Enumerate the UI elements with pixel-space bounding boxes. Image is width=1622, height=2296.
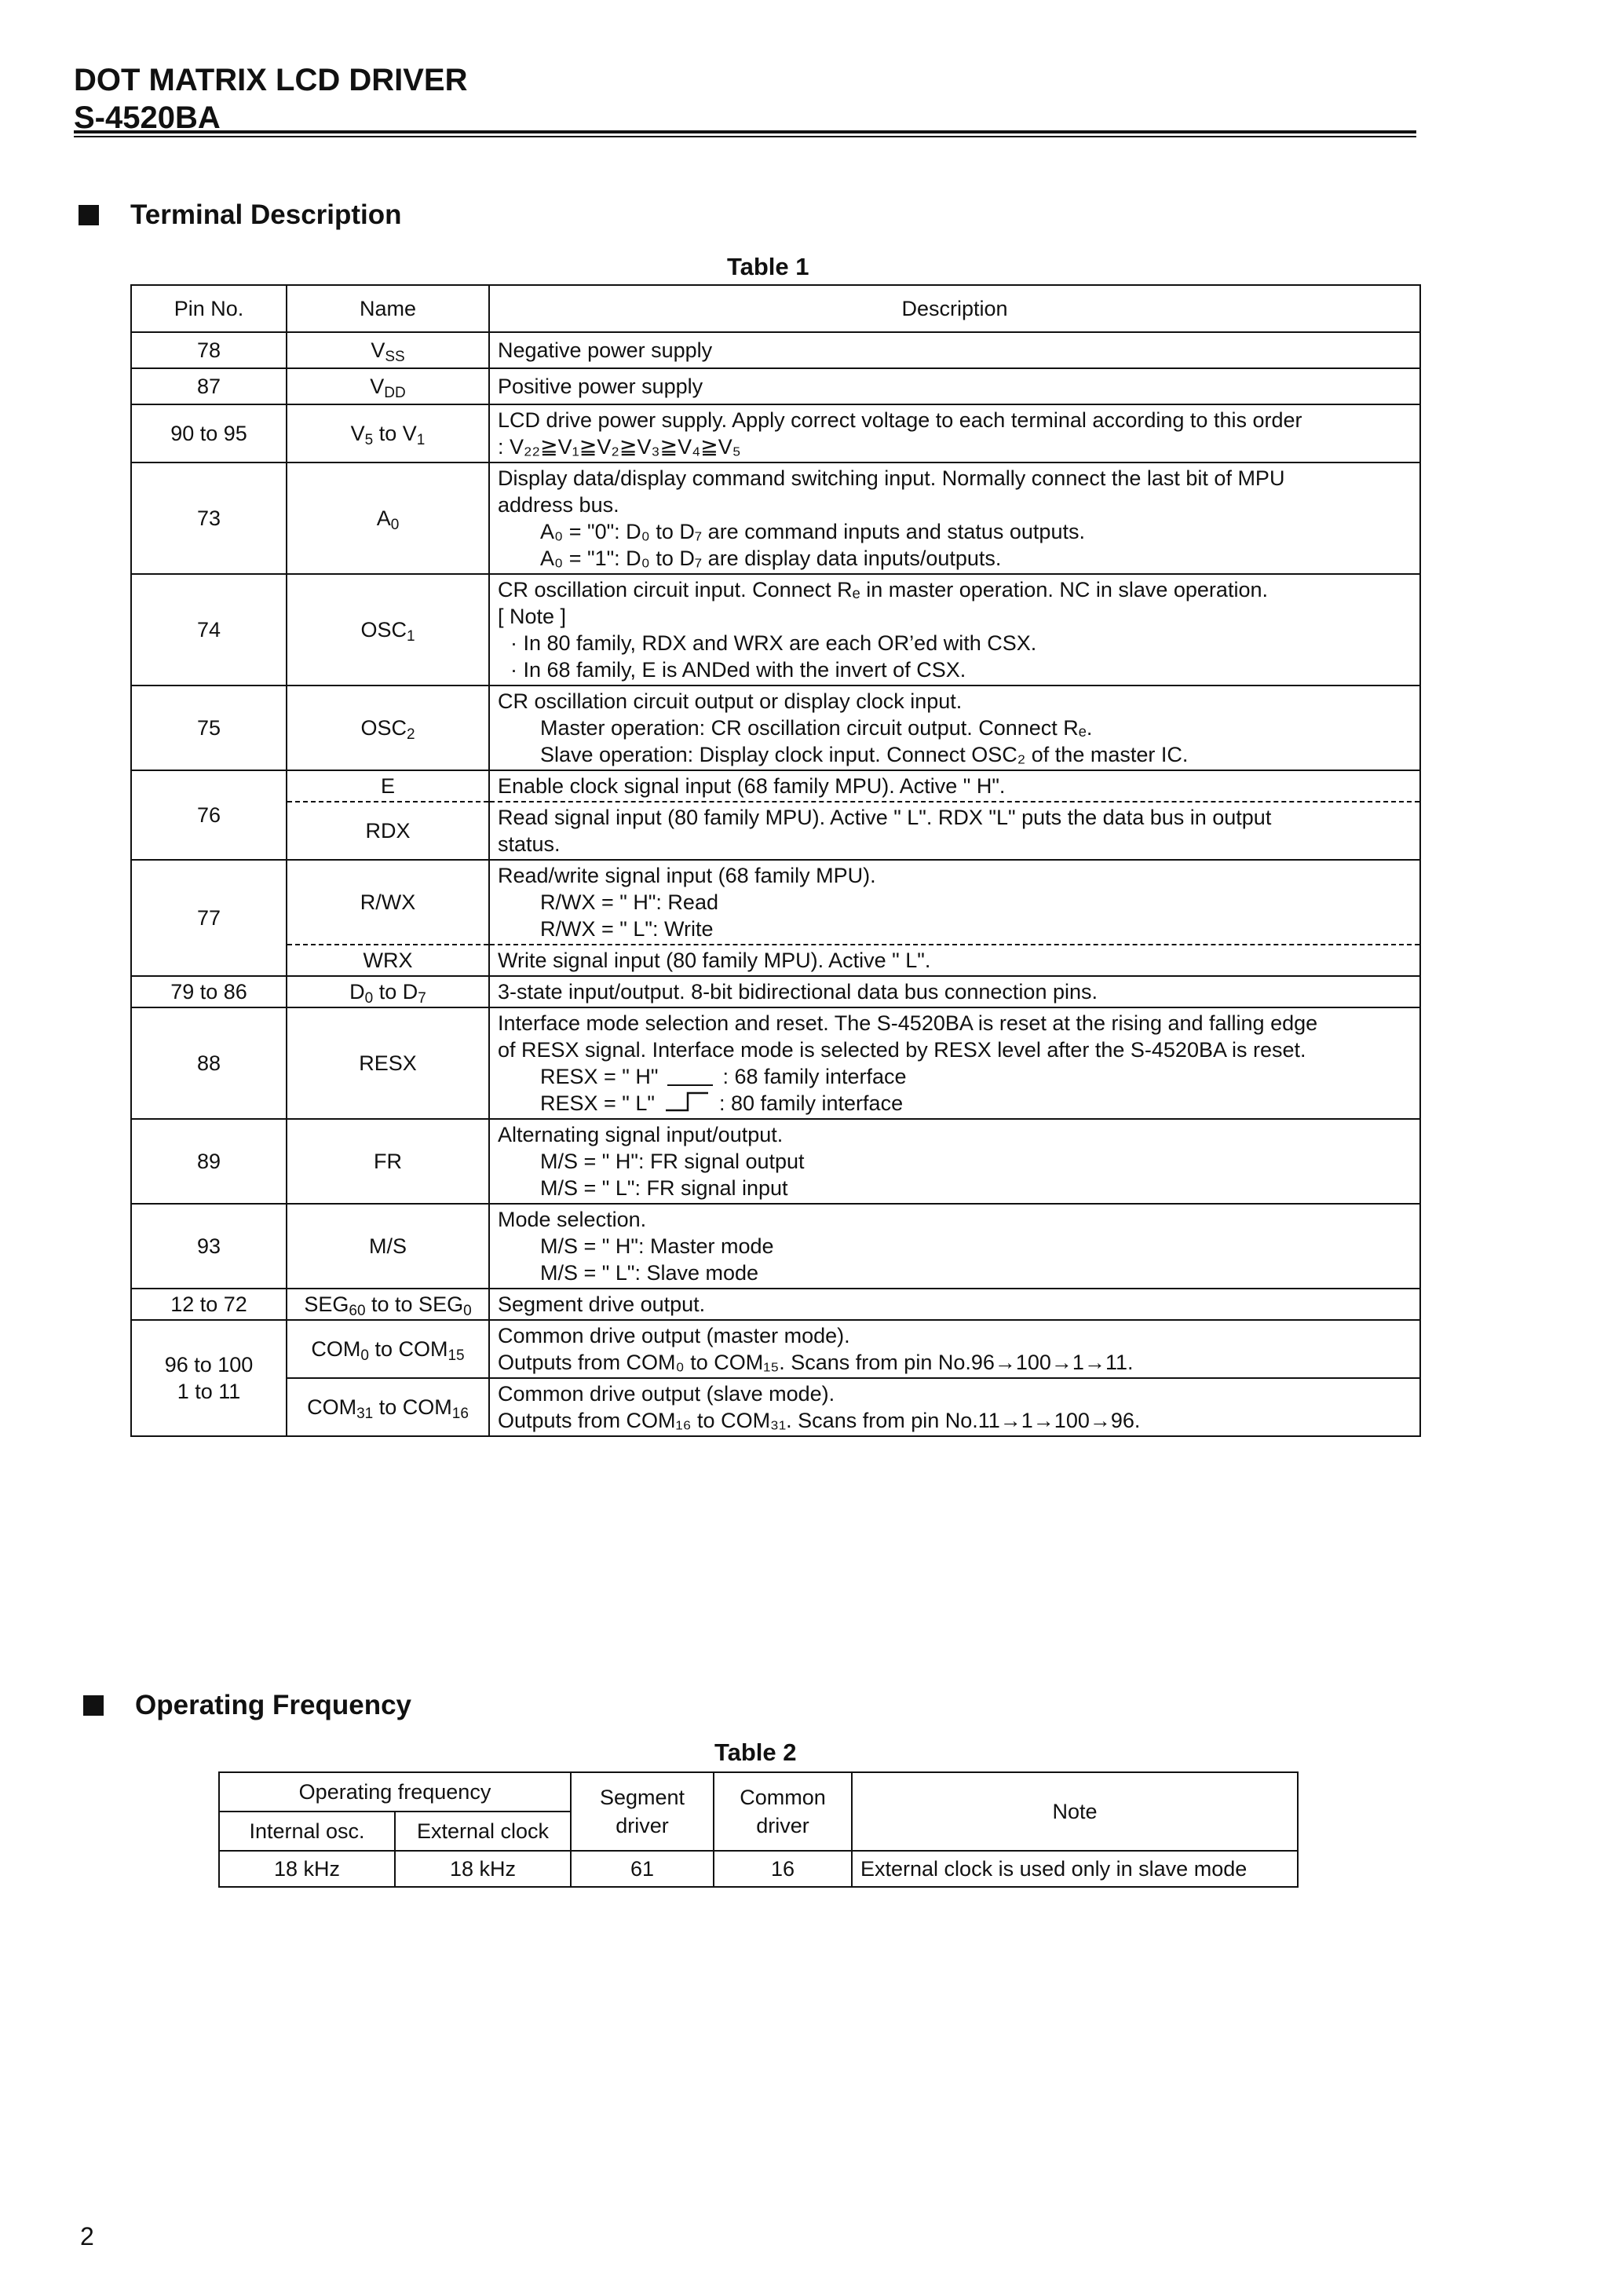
page-number: 2 xyxy=(80,2222,94,2250)
name-cell: RDX xyxy=(287,802,489,860)
description-line xyxy=(498,1063,1412,1090)
pin-cell: 12 to 72 xyxy=(131,1289,287,1320)
description-line: Mode selection. xyxy=(498,1208,647,1231)
header-internal-osc: Internal osc. xyxy=(219,1812,395,1851)
description-line: of RESX signal. Interface mode is selected by RESX level after the S-4520BA is reset. xyxy=(498,1038,1306,1062)
name-text: COM xyxy=(311,1337,361,1361)
table-row xyxy=(131,1119,1420,1204)
table-row xyxy=(131,574,1420,686)
description-cell xyxy=(489,462,1420,574)
name-cell: E xyxy=(287,770,489,802)
description-line: · In 68 family, E is ANDed with the invert of CSX. xyxy=(510,658,966,682)
name-cell xyxy=(287,404,489,462)
name-text: V xyxy=(370,375,385,398)
operating-frequency-heading xyxy=(83,1690,411,1721)
table-row xyxy=(131,1204,1420,1289)
description-cell xyxy=(489,574,1420,686)
note-cell: External clock is used only in slave mode xyxy=(852,1851,1298,1887)
name-cell: R/WX xyxy=(287,860,489,945)
description-line: Outputs from COM₁₆ to COM₃₁. Scans from pin No.11→1→100→96. xyxy=(498,1409,1141,1432)
name-cell xyxy=(287,1320,489,1378)
table-row xyxy=(131,860,1420,945)
table-row xyxy=(131,332,1420,368)
header-segment-driver: Segment driver xyxy=(571,1772,714,1851)
name-text: OSC xyxy=(360,716,407,740)
header-rule xyxy=(74,130,1416,137)
description-line: Common drive output (slave mode). xyxy=(498,1382,835,1406)
edge-waveform-icon xyxy=(664,1090,710,1113)
table-row xyxy=(131,1378,1420,1436)
table-row xyxy=(131,976,1420,1007)
description-line: M/S = " L": FR signal input xyxy=(540,1176,788,1200)
rising-edge-icon xyxy=(667,1069,713,1086)
name-sub: 7 xyxy=(418,990,426,1007)
pin-cell: 74 xyxy=(131,574,287,686)
terminal-description-heading xyxy=(79,199,402,231)
pin-cell: 76 xyxy=(131,770,287,860)
table-row xyxy=(131,802,1420,860)
pin-cell: 75 xyxy=(131,686,287,770)
header-external-clock: External clock xyxy=(395,1812,571,1851)
name-sub: 1 xyxy=(406,628,415,645)
name-text: COM xyxy=(307,1395,357,1419)
name-text: to D xyxy=(373,980,418,1004)
description-line: · In 80 family, RDX and WRX are each OR’ed with CSX. xyxy=(510,631,1037,655)
table1-caption: Table 1 xyxy=(727,253,809,280)
pin-cell: 77 xyxy=(131,860,287,976)
name-sub: 16 xyxy=(451,1406,469,1422)
name-cell: FR xyxy=(287,1119,489,1204)
section-title: Operating Frequency xyxy=(135,1690,412,1720)
resx-level: RESX = " H" xyxy=(540,1065,659,1088)
name-cell: RESX xyxy=(287,1007,489,1119)
table-row xyxy=(131,1320,1420,1378)
name-cell: M/S xyxy=(287,1204,489,1289)
header-description: Description xyxy=(489,285,1420,332)
resx-mode: : 80 family interface xyxy=(718,1091,904,1115)
description-cell: 3-state input/output. 8-bit bidirectional data bus connection pins. xyxy=(489,976,1420,1007)
description-line: Display data/display command switching input. Normally connect the last bit of MPU xyxy=(498,466,1285,490)
description-line: Outputs from COM₀ to COM₁₅. Scans from pin No.96→100→1→11. xyxy=(498,1351,1134,1374)
pin-cell: 93 xyxy=(131,1204,287,1289)
name-text: to to SEG xyxy=(365,1292,464,1316)
header-common-driver: Common driver xyxy=(714,1772,852,1851)
name-text: OSC xyxy=(360,618,407,642)
description-line: status. xyxy=(498,832,561,856)
name-sub: 0 xyxy=(390,517,400,533)
description-cell xyxy=(489,1378,1420,1436)
table-row xyxy=(131,686,1420,770)
segment-driver-cell: 61 xyxy=(571,1851,714,1887)
description-cell: Segment drive output. xyxy=(489,1289,1420,1320)
table2-caption: Table 2 xyxy=(714,1738,797,1766)
external-clock-cell: 18 kHz xyxy=(395,1851,571,1887)
common-driver-cell: 16 xyxy=(714,1851,852,1887)
terminal-table xyxy=(130,284,1421,1437)
name-sub: 0 xyxy=(463,1303,472,1319)
description-line: Interface mode selection and reset. The S-4520BA is reset at the rising and falling edge xyxy=(498,1011,1318,1035)
resx-mode: : 68 family interface xyxy=(722,1065,907,1088)
name-text: A xyxy=(376,506,391,530)
name-cell xyxy=(287,462,489,574)
name-text: to COM xyxy=(368,1337,448,1361)
name-sub: 1 xyxy=(416,432,426,448)
description-cell xyxy=(489,404,1420,462)
document-title-block xyxy=(74,61,467,137)
name-text: V xyxy=(350,422,365,445)
name-text: to COM xyxy=(373,1395,452,1419)
header-name: Name xyxy=(287,285,489,332)
document-title: DOT MATRIX LCD DRIVER xyxy=(74,63,468,97)
name-sub: 31 xyxy=(356,1406,374,1422)
resx-level: RESX = " L" xyxy=(540,1091,655,1115)
description-cell xyxy=(489,802,1420,860)
description-cell: Negative power supply xyxy=(489,332,1420,368)
name-sub: 0 xyxy=(360,1347,369,1364)
pin-cell: 79 to 86 xyxy=(131,976,287,1007)
name-cell xyxy=(287,686,489,770)
pin-cell: 89 xyxy=(131,1119,287,1204)
name-cell xyxy=(287,976,489,1007)
name-sub: DD xyxy=(384,385,406,401)
pin-cell: 73 xyxy=(131,462,287,574)
description-line: address bus. xyxy=(498,493,619,517)
description-line: Read/write signal input (68 family MPU). xyxy=(498,864,876,887)
frequency-table xyxy=(218,1771,1299,1888)
header-note: Note xyxy=(852,1772,1298,1851)
pin-cell: 78 xyxy=(131,332,287,368)
description-line xyxy=(498,1090,1412,1117)
pin-range: 1 to 11 xyxy=(177,1380,241,1403)
description-line: Slave operation: Display clock input. Connect OSC₂ of the master IC. xyxy=(540,743,1189,766)
description-line: Alternating signal input/output. xyxy=(498,1123,784,1146)
section-title: Terminal Description xyxy=(130,199,402,230)
description-cell xyxy=(489,1320,1420,1378)
name-text: D xyxy=(349,980,365,1004)
table-header-row xyxy=(219,1772,1298,1812)
name-cell xyxy=(287,368,489,404)
name-cell xyxy=(287,332,489,368)
square-bullet-icon xyxy=(83,1695,104,1716)
table-row xyxy=(131,404,1420,462)
name-sub: 60 xyxy=(349,1303,366,1319)
description-line: Common drive output (master mode). xyxy=(498,1324,850,1347)
table-row xyxy=(131,462,1420,574)
description-line: CR oscillation circuit output or display clock input. xyxy=(498,689,963,713)
description-cell xyxy=(489,1119,1420,1204)
description-line: M/S = " H": Master mode xyxy=(540,1234,774,1258)
pin-cell: 90 to 95 xyxy=(131,404,287,462)
description-line: Read signal input (80 family MPU). Active " L". RDX "L" puts the data bus in output xyxy=(498,806,1272,829)
pin-cell: 87 xyxy=(131,368,287,404)
description-line: : V₂₂≧V₁≧V₂≧V₃≧V₄≧V₅ xyxy=(498,435,741,459)
name-sub: 5 xyxy=(364,432,374,448)
description-line: LCD drive power supply. Apply correct voltage to each terminal according to this order xyxy=(498,408,1302,432)
header-pin: Pin No. xyxy=(131,285,287,332)
internal-osc-cell: 18 kHz xyxy=(219,1851,395,1887)
name-cell xyxy=(287,1378,489,1436)
table-row xyxy=(131,1289,1420,1320)
name-sub: 0 xyxy=(364,990,374,1007)
name-cell xyxy=(287,574,489,686)
description-cell: Enable clock signal input (68 family MPU). Active " H". xyxy=(489,770,1420,802)
name-sub: SS xyxy=(385,349,405,365)
description-cell: Write signal input (80 family MPU). Active " L". xyxy=(489,945,1420,976)
description-line: R/WX = " L": Write xyxy=(540,917,714,941)
name-text: to V xyxy=(373,422,417,445)
table-header-row xyxy=(131,285,1420,332)
pin-cell xyxy=(131,1320,287,1436)
table-row xyxy=(131,770,1420,802)
description-cell xyxy=(489,1204,1420,1289)
description-cell xyxy=(489,686,1420,770)
description-cell xyxy=(489,860,1420,945)
name-sub: 15 xyxy=(448,1347,465,1364)
name-text: V xyxy=(371,338,385,362)
description-line: A₀ = "0": D₀ to D₇ are command inputs and status outputs. xyxy=(540,520,1085,543)
description-line: A₀ = "1": D₀ to D₇ are display data inputs/outputs. xyxy=(540,547,1002,570)
description-line: M/S = " L": Slave mode xyxy=(540,1261,759,1285)
part-number: S-4520BA xyxy=(74,101,221,135)
description-line: CR oscillation circuit input. Connect Rₑ in master operation. NC in slave operation. xyxy=(498,578,1268,601)
header-operating-frequency: Operating frequency xyxy=(219,1772,571,1812)
pin-cell: 88 xyxy=(131,1007,287,1119)
description-line: M/S = " H": FR signal output xyxy=(540,1150,805,1173)
square-bullet-icon xyxy=(79,205,99,225)
name-text: SEG xyxy=(304,1292,349,1316)
table-row xyxy=(131,368,1420,404)
description-line: [ Note ] xyxy=(498,605,567,628)
description-line: Master operation: CR oscillation circuit output. Connect Rₑ. xyxy=(540,716,1093,740)
pin-range: 96 to 100 xyxy=(164,1353,254,1377)
name-cell: WRX xyxy=(287,945,489,976)
table-row xyxy=(131,1007,1420,1119)
name-sub: 2 xyxy=(406,726,415,743)
table-row xyxy=(131,945,1420,976)
description-cell: Positive power supply xyxy=(489,368,1420,404)
table-row xyxy=(219,1851,1298,1887)
name-cell xyxy=(287,1289,489,1320)
description-line: R/WX = " H": Read xyxy=(540,890,718,914)
description-cell xyxy=(489,1007,1420,1119)
